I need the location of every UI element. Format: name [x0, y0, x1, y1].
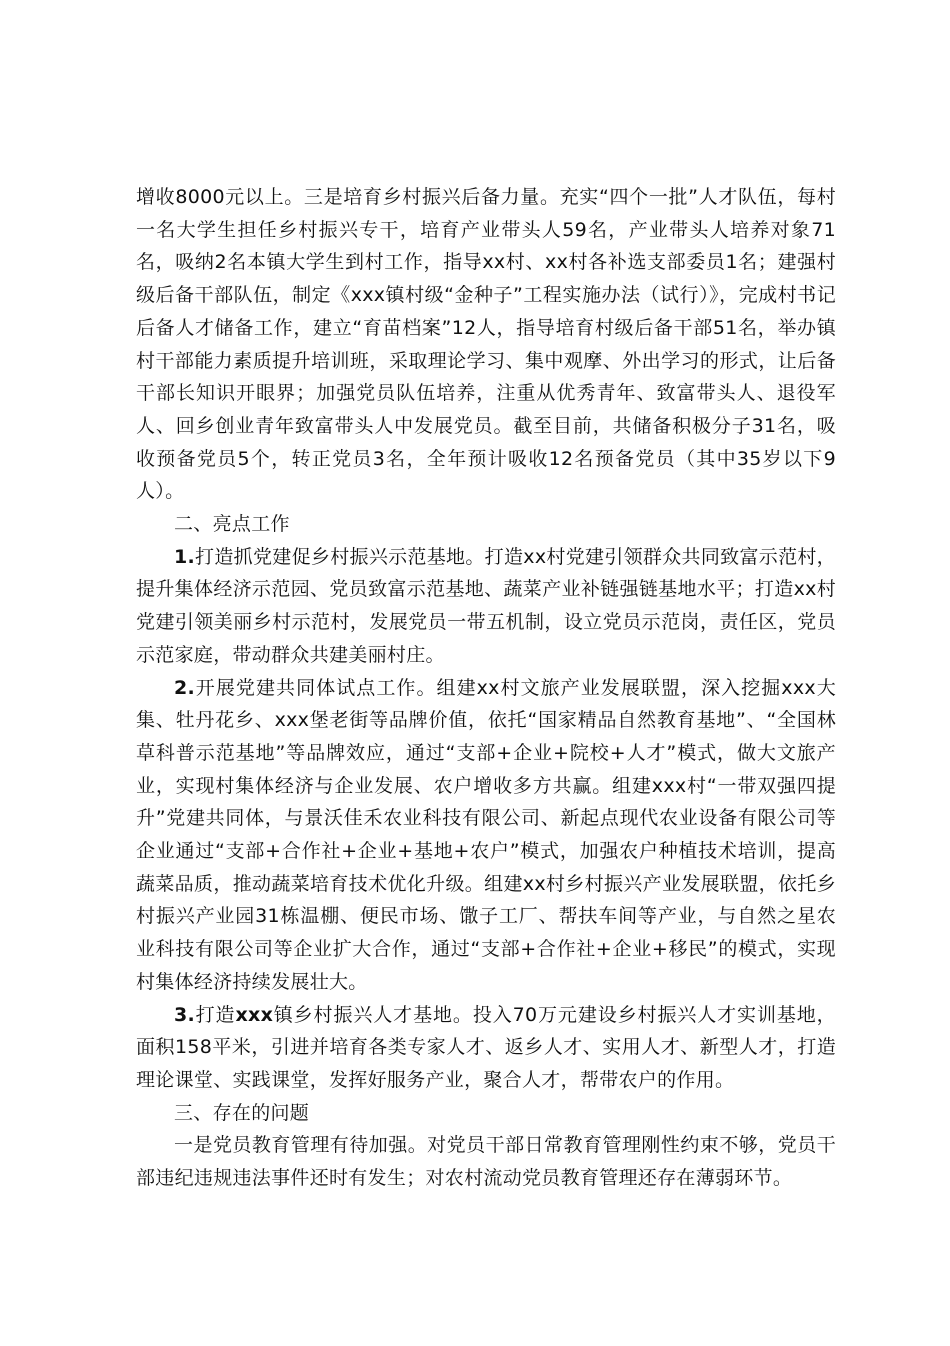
- section-heading-problems: 三、存在的问题: [174, 1101, 310, 1124]
- highlight-item-3: [136, 999, 836, 1097]
- document-page: [136, 181, 836, 1195]
- problem-paragraph-1: 一是党员教育管理有待加强。对党员干部日常教育管理刚性约束不够，党员干部违纪违规违法事件还时有发生；对农村流动党员教育管理还存在薄弱环节。: [136, 1134, 836, 1190]
- continuation-paragraph: 增收8000元以上。三是培育乡村振兴后备力量。充实“四个一批”人才队伍，每村一名大学生担任乡村振兴专干，培育产业带头人59名，产业带头人培养对象71名，吸纳2名本镇大学生到村工作，指导xx村、xx村各补选支部委员1名；建强村级后备干部队伍，制定《xxx镇村级“金种子”工程实施办法（试行）》，完成村书记后备人才储备工作，建立“育苗档案”12人，指导培育村级后备干部51名，举办镇村干部能力素质提升培训班，采取理论学习、集中观摩、外出学习的形式，让后备干部长知识开眼界；加强党员队伍培养，注重从优秀青年、致富带头人、退役军人、回乡创业青年致富带头人中发展党员。截至目前，共储备积极分子31名，吸收预备党员5个，转正党员3名，全年预计吸收12名预备党员（其中35岁以下9人）。: [136, 186, 836, 503]
- highlight-item-1: [136, 541, 836, 672]
- item-number: 1.: [174, 545, 196, 568]
- item-title-rest: 镇乡村振兴人才基地。: [273, 1003, 473, 1026]
- item-body: 组建xx村文旅产业发展联盟，深入挖掘xxx大集、牡丹花乡、xxx堡老街等品牌价值，依托“国家精品自然教育基地”、“全国林草科普示范基地”等品牌效应，通过“支部+企业+院校+人才”模式，做大文旅产业，实现村集体经济与企业发展、农户增收多方共赢。组建xxx村“一带双强四提升”党建共同体，与景沃佳禾农业科技有限公司、新起点现代农业设备有限公司等企业通过“支部+合作社+企业+基地+农户”模式，加强农户种植技术培训，提高蔬菜品质，推动蔬菜培育技术优化升级。组建xx村乡村振兴产业发展联盟，依托乡村振兴产业园31栋温棚、便民市场、馓子工厂、帮扶车间等产业，与自然之星农业科技有限公司等企业扩大合作，通过“支部+合作社+企业+移民”的模式，实现村集体经济持续发展壮大。: [136, 676, 836, 993]
- item-title-town: xxx: [235, 1003, 274, 1026]
- highlight-item-2: [136, 672, 836, 999]
- item-title: 开展党建共同体试点工作。: [195, 676, 437, 699]
- item-number: 2.: [174, 676, 196, 699]
- item-title: 打造抓党建促乡村振兴示范基地。: [195, 545, 485, 568]
- section-heading-highlights: 二、亮点工作: [174, 513, 290, 536]
- item-body: 投入70万元建设乡村振兴人才实训基地，面积158平米，引进并培育各类专家人才、返乡人才、实用人才、新型人才，打造理论课堂、实践课堂，发挥好服务产业，聚合人才，帮带农户的作用。: [136, 1003, 836, 1091]
- item-number: 3.: [174, 1003, 196, 1026]
- item-body: 打造xx村党建引领群众共同致富示范村，提升集体经济示范园、党员致富示范基地、蔬菜产业补链强链基地水平；打造xx村党建引领美丽乡村示范村，发展党员一带五机制，设立党员示范岗，责任区，党员示范家庭，带动群众共建美丽村庄。: [136, 545, 836, 666]
- item-title: 打造: [195, 1003, 236, 1026]
